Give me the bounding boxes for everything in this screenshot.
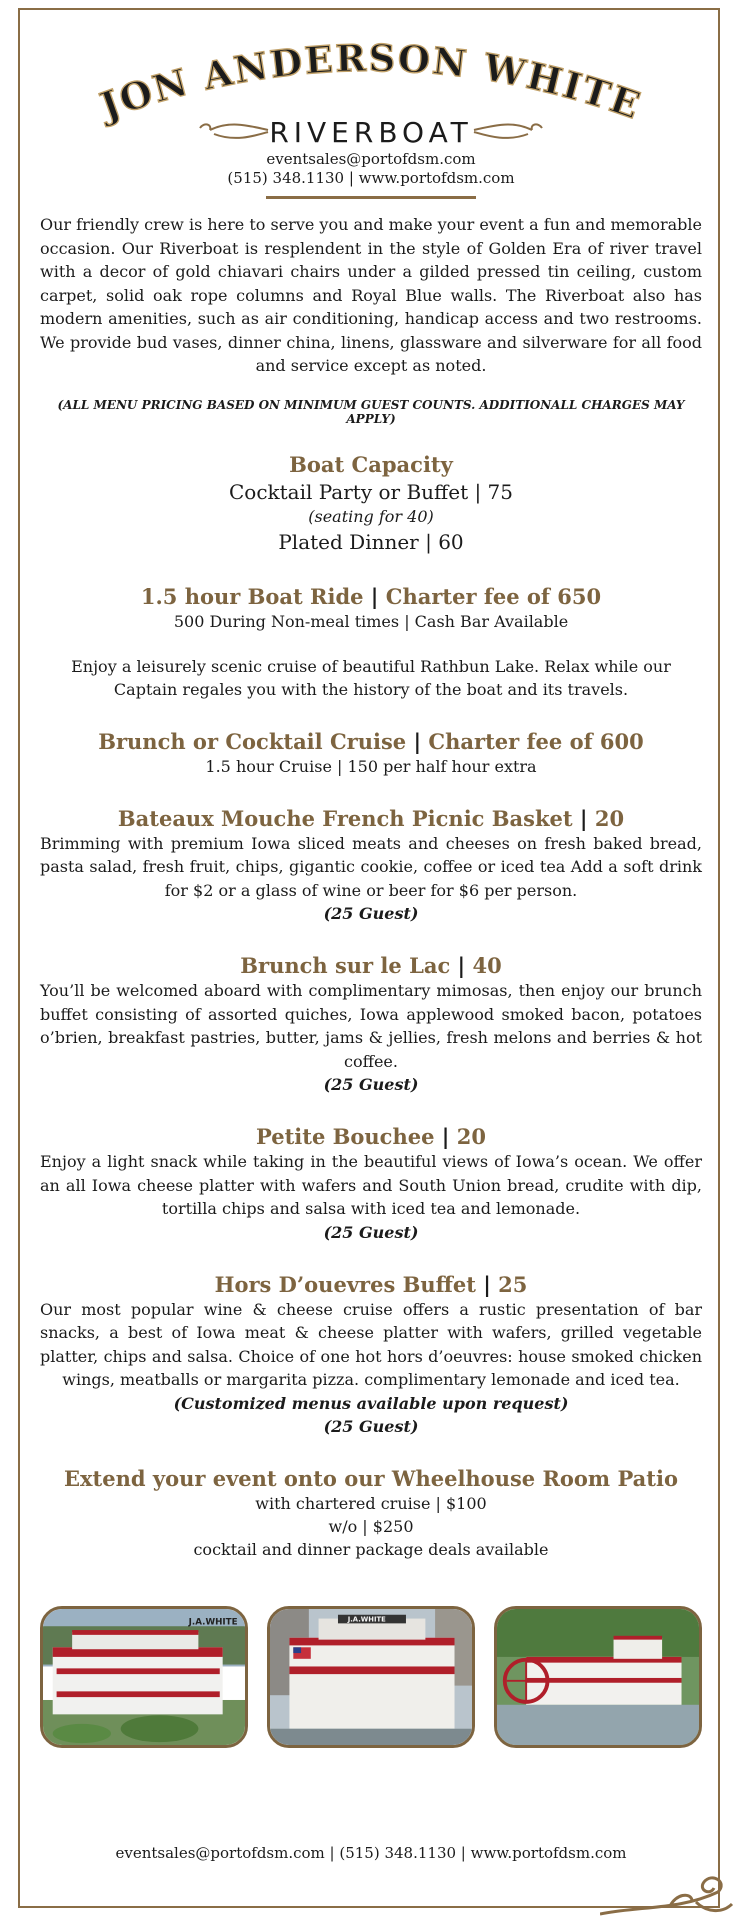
petite-section [40,1124,702,1244]
boat-ride-detail: 500 During Non-meal times | Cash Bar Available [173,611,569,631]
logo-title-arc: JON ANDERSON WHITE [94,35,648,129]
brunch-cocktail-section [40,729,702,778]
boat-ride-heading [40,584,702,610]
brunch-lac-heading [40,953,702,979]
brunch-lac-guest-count: (25 Guest) [323,1075,419,1094]
picnic-description: Brimming with premium Iowa sliced meats and cheeses on fresh baked bread, pasta salad, fresh fruit, chips, gigantic cookie, coffee or iced tea Add a soft drink for $2 or a glass of wine or beer for $6 per person. [40,833,702,900]
boat-ride-name: 1.5 hour Boat Ride [140,583,364,609]
hors-guest-count: (25 Guest) [323,1416,419,1436]
capacity-section [40,452,702,556]
boat-ride-separator: | [363,583,386,609]
brunch-lac-description: You’ll be welcomed aboard with complimentary mimosas, then enjoy our brunch buffet consisting of assorted quiches, Iowa applewood smoked bacon, potatoes o’brien, breakfast pastries, butter, jams & jellies, fresh melons and berries & hot coffee. [40,981,702,1071]
header-divider [266,196,476,199]
capacity-plated: Plated Dinner | 60 [278,529,464,554]
brunch-lac-price: 40 [472,953,502,978]
boat-photo-1-label: J.A.WHITE [188,1617,238,1628]
hors-custom-note: (Customized menus available upon request) [173,1393,569,1413]
pricing-note: (ALL MENU PRICING BASED ON MINIMUM GUEST COUNTS. ADDITIONALL CHARGES MAY APPLY) [57,397,685,426]
picnic-heading [40,806,702,832]
brunch-cocktail-heading [40,729,702,755]
picnic-section [40,806,702,926]
petite-separator: | [434,1124,457,1149]
boat-photo-3-image [497,1609,699,1745]
capacity-cocktail: Cocktail Party or Buffet | 75 [228,479,514,504]
patio-with-cruise: with chartered cruise | $100 [255,1493,487,1513]
picnic-separator: | [572,805,595,831]
hors-name: Hors D’ouevres Buffet [214,1271,476,1297]
petite-guest-count: (25 Guest) [323,1222,419,1242]
hors-price: 25 [498,1271,528,1297]
boat-ride-description: Enjoy a leisurely scenic cruise of beautiful Rathbun Lake. Relax while our Captain regales you with the history of the boat and its travels. [71,656,671,699]
boat-photo-1 [40,1606,248,1748]
boat-photo-2-image [270,1609,472,1745]
riverboat-logo [40,30,702,150]
boat-ride-price: Charter fee of 650 [385,583,602,609]
boat-photo-3 [494,1606,702,1748]
hors-heading [40,1272,702,1298]
header-phone-web[interactable]: (515) 348.1130 | www.portofdsm.com [227,169,515,187]
picnic-guest-count: (25 Guest) [323,904,419,923]
brunch-cocktail-separator: | [406,728,429,754]
capacity-seating: (seating for 40) [308,506,434,526]
boat-photo-2 [267,1606,475,1748]
boat-photo-2-label: J.A.WHITE [347,1615,386,1624]
boat-photo-1-image [43,1609,245,1745]
capacity-heading: Boat Capacity [289,451,453,477]
brunch-lac-section [40,953,702,1096]
hors-section [40,1272,702,1438]
brunch-lac-separator: | [450,953,473,978]
spacer [40,633,702,655]
logo-right-flourish-icon [474,124,542,138]
logo-left-flourish-icon [200,124,268,138]
patio-without-cruise: w/o | $250 [328,1516,414,1536]
intro-paragraph: Our friendly crew is here to serve you and make your event a fun and memorable occasion. Our Riverboat is resplendent in the style of Golden Era of river travel with a decor of gold chiavari chairs under a gilded pressed tin ceiling, custom carpet, solid oak rope columns and Royal Blue walls. The Riverboat also has modern amenities, such as air conditioning, handicap access and two restrooms. We provide bud vases, dinner china, linens, glassware and silverware for all food and service except as noted. [40,215,702,375]
logo-subtitle: RIVERBOAT [269,116,473,149]
petite-description: Enjoy a light snack while taking in the beautiful views of Iowa’s ocean. We offer an all Iowa cheese platter with wafers and South Union bread, crudite with dip, tortilla chips and salsa with iced tea and lemonade. [40,1152,702,1218]
brunch-cocktail-detail: 1.5 hour Cruise | 150 per half hour extra [205,756,537,776]
brunch-cocktail-price: Charter fee of 600 [428,728,644,754]
boat-ride-section [40,584,702,701]
photo-strip [40,1606,702,1754]
picnic-price: 20 [594,805,625,831]
brunch-cocktail-name: Brunch or Cocktail Cruise [98,728,407,754]
patio-packages: cocktail and dinner package deals available [193,1539,549,1559]
petite-name: Petite Bouchee [256,1124,435,1149]
hors-description: Our most popular wine & cheese cruise offers a rustic presentation of bar snacks, a best of Iowa meat & cheese platter with wafers, grilled vegetable platter, chips and salsa. Choice of one hot hors d’oeuvres: house smoked chicken wings, meatballs or margarita pizza. complimentary lemonade and iced tea. [40,1299,702,1389]
picnic-name: Bateaux Mouche French Picnic Basket [117,805,573,831]
petite-heading [40,1124,702,1150]
petite-price: 20 [456,1124,486,1149]
patio-section [40,1466,702,1561]
patio-heading: Extend your event onto our Wheelhouse Room Patio [64,1465,678,1491]
footer-contact[interactable]: eventsales@portofdsm.com | (515) 348.1130 | www.portofdsm.com [115,1844,627,1862]
header-email[interactable]: eventsales@portofdsm.com [266,150,476,168]
brunch-lac-name: Brunch sur le Lac [240,953,451,978]
corner-flourish-icon [600,1862,740,1920]
menu-page [40,30,702,1589]
hors-separator: | [475,1271,499,1297]
